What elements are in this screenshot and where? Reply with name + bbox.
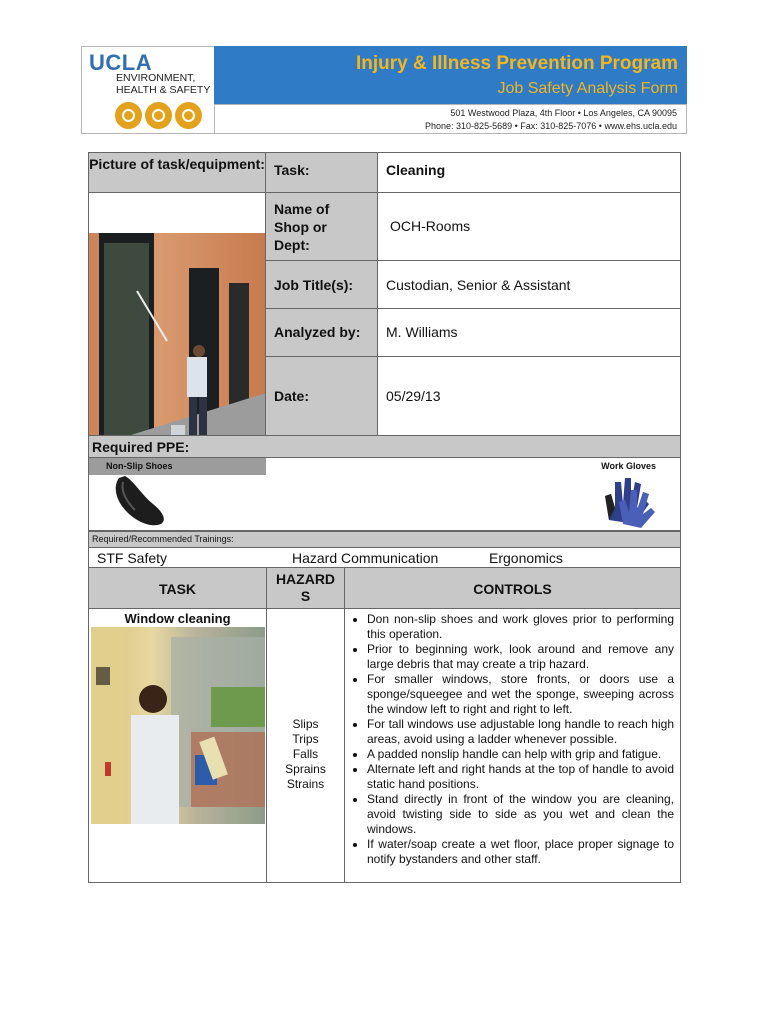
control-item: • Don non-slip shoes and work gloves prior to performing this operation. xyxy=(367,612,674,642)
controls-cell xyxy=(344,608,681,883)
title-bar xyxy=(214,46,687,104)
training-item: Ergonomics xyxy=(489,550,563,566)
control-item: • Stand directly in front of the window you are cleaning, avoid twisting side to side as you wet and clean the windows. xyxy=(367,792,674,837)
task-name: Window cleaning xyxy=(124,611,231,626)
ppe-item-shoes-label: Non-Slip Shoes xyxy=(106,461,173,471)
hazard-item: Slips xyxy=(292,717,319,731)
shop-value: OCH-Rooms xyxy=(377,192,681,261)
logo-icons xyxy=(115,102,205,134)
picture-cell xyxy=(88,192,266,436)
job-title-value: Custodian, Senior & Assistant xyxy=(377,260,681,309)
hazard-item: Sprains xyxy=(285,762,326,776)
task-value: Cleaning xyxy=(377,152,681,193)
hazard-item: Falls xyxy=(292,747,319,761)
date-label: Date: xyxy=(265,356,378,436)
address-line: 501 Westwood Plaza, 4th Floor • Los Angeles, CA 90095 xyxy=(450,108,677,118)
ppe-item-gloves-label: Work Gloves xyxy=(601,461,656,471)
trainings-label: Required/Recommended Trainings: xyxy=(88,531,681,548)
job-title-label: Job Title(s): xyxy=(265,260,378,309)
col-controls-header: CONTROLS xyxy=(344,567,681,609)
address-block xyxy=(214,104,687,134)
ppe-row xyxy=(88,457,681,531)
window-cleaning-photo xyxy=(91,627,265,824)
control-item: • Alternate left and right hands at the top of handle to avoid static hand positions. xyxy=(367,762,674,792)
controls-list xyxy=(345,612,680,867)
trainings-row xyxy=(88,547,681,568)
control-item: • For smaller windows, store fronts, or doors use a sponge/squeegee and wet the sponge, sweeping across the window left to right and right to left. xyxy=(367,672,674,717)
logo-text xyxy=(116,72,210,96)
control-item: • Prior to beginning work, look around and remove any large debris that may create a trip hazard. xyxy=(367,642,674,672)
form-title: Job Safety Analysis Form xyxy=(497,80,678,97)
work-gloves-icon xyxy=(601,474,657,528)
picture-label: Picture of task/equipment: xyxy=(88,152,266,193)
analyzed-by-label: Analyzed by: xyxy=(265,308,378,357)
biohazard-icon xyxy=(175,102,202,129)
col-hazards-header: HAZARDS xyxy=(266,567,345,609)
training-item: Hazard Communication xyxy=(292,550,439,566)
control-item: • A padded nonslip handle can help with grip and fatigue. xyxy=(367,747,674,762)
program-title: Injury & Illness Prevention Program xyxy=(355,53,678,74)
fire-icon xyxy=(145,102,172,129)
control-item: • For tall windows use adjustable long handle to reach high areas, avoid using a ladder whenever possible. xyxy=(367,717,674,747)
ucla-ehs-logo xyxy=(81,46,215,134)
required-ppe-label: Required PPE: xyxy=(88,435,681,458)
analyzed-by-value: M. Williams xyxy=(377,308,681,357)
shop-label: Name of Shop or Dept: xyxy=(265,192,378,261)
control-item: • If water/soap create a wet floor, place proper signage to notify bystanders and other staff. xyxy=(367,837,674,867)
hazards-cell xyxy=(266,608,345,883)
task-label: Task: xyxy=(265,152,378,193)
logo-line-2: HEALTH & SAFETY xyxy=(116,84,211,96)
training-item: STF Safety xyxy=(97,550,168,566)
hazard-item: Trips xyxy=(292,732,319,746)
hazard-item: Strains xyxy=(286,777,325,791)
radiation-icon xyxy=(115,102,142,129)
logo-line-1: ENVIRONMENT, xyxy=(116,72,196,84)
col-task-header: TASK xyxy=(88,567,267,609)
logo-name: UCLA xyxy=(89,50,153,75)
contact-line: Phone: 310-825-5689 • Fax: 310-825-7076 • www.ehs.ucla.edu xyxy=(425,121,677,131)
date-value: 05/29/13 xyxy=(377,356,681,436)
task-cell xyxy=(88,608,267,883)
form-header xyxy=(81,46,687,134)
window-cleaning-illustration xyxy=(91,627,265,824)
non-slip-shoe-icon xyxy=(111,472,169,530)
